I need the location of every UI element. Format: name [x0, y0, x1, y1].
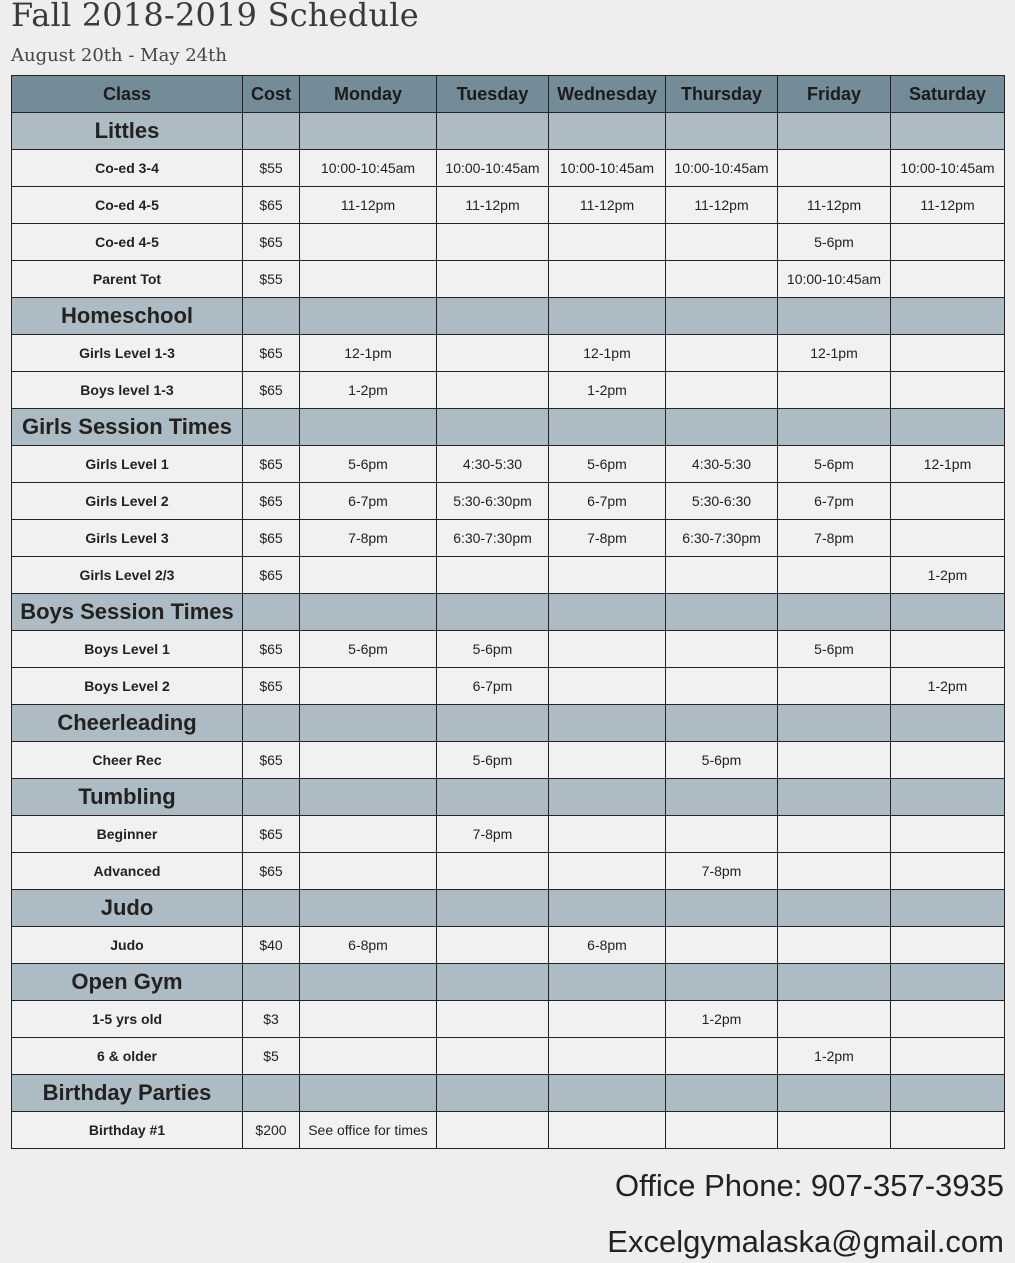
time-cell-monday — [300, 224, 437, 261]
schedule-body — [12, 113, 1005, 1149]
cost-cell: $3 — [243, 1001, 300, 1038]
cost-cell: $65 — [243, 668, 300, 705]
cost-cell: $65 — [243, 557, 300, 594]
class-name-cell: Girls Level 2 — [12, 483, 243, 520]
time-cell-wednesday — [549, 742, 666, 779]
section-filler-cell — [666, 113, 778, 150]
time-cell-tuesday — [437, 261, 549, 298]
section-filler-cell — [437, 113, 549, 150]
time-cell-tuesday — [437, 224, 549, 261]
section-filler-cell — [666, 409, 778, 446]
time-cell-monday — [300, 668, 437, 705]
time-cell-saturday — [891, 261, 1005, 298]
section-filler-cell — [778, 964, 891, 1001]
cost-cell: $65 — [243, 742, 300, 779]
time-cell-friday: 7-8pm — [778, 520, 891, 557]
table-row — [12, 150, 1005, 187]
section-title: Homeschool — [12, 298, 243, 335]
time-cell-wednesday — [549, 668, 666, 705]
time-cell-tuesday: 6:30-7:30pm — [437, 520, 549, 557]
cost-cell: $5 — [243, 1038, 300, 1075]
section-filler-cell — [243, 779, 300, 816]
time-cell-wednesday — [549, 816, 666, 853]
class-name-cell: Advanced — [12, 853, 243, 890]
class-name-cell: Girls Level 1-3 — [12, 335, 243, 372]
time-cell-thursday — [666, 261, 778, 298]
time-cell-monday: 6-8pm — [300, 927, 437, 964]
time-cell-friday — [778, 668, 891, 705]
time-cell-thursday: 10:00-10:45am — [666, 150, 778, 187]
time-cell-wednesday — [549, 261, 666, 298]
cost-cell: $65 — [243, 187, 300, 224]
time-cell-saturday — [891, 927, 1005, 964]
section-filler-cell — [891, 298, 1005, 335]
section-title: Girls Session Times — [12, 409, 243, 446]
time-cell-friday — [778, 1001, 891, 1038]
time-cell-tuesday — [437, 1001, 549, 1038]
time-cell-thursday — [666, 1038, 778, 1075]
date-range-subtitle: August 20th - May 24th — [11, 45, 227, 66]
section-filler-cell — [666, 964, 778, 1001]
time-cell-monday: 12-1pm — [300, 335, 437, 372]
time-cell-friday — [778, 150, 891, 187]
table-row — [12, 1112, 1005, 1149]
section-title: Tumbling — [12, 779, 243, 816]
section-filler-cell — [891, 1075, 1005, 1112]
section-filler-cell — [891, 409, 1005, 446]
time-cell-saturday — [891, 483, 1005, 520]
section-filler-cell — [243, 964, 300, 1001]
section-filler-cell — [437, 890, 549, 927]
time-cell-saturday — [891, 335, 1005, 372]
time-cell-thursday — [666, 335, 778, 372]
table-row — [12, 520, 1005, 557]
table-row — [12, 1001, 1005, 1038]
time-cell-saturday — [891, 816, 1005, 853]
section-filler-cell — [549, 113, 666, 150]
class-name-cell: Co-ed 4-5 — [12, 187, 243, 224]
time-cell-saturday — [891, 631, 1005, 668]
time-cell-saturday — [891, 520, 1005, 557]
time-cell-wednesday — [549, 1112, 666, 1149]
section-filler-cell — [666, 779, 778, 816]
time-cell-tuesday — [437, 335, 549, 372]
time-cell-wednesday: 10:00-10:45am — [549, 150, 666, 187]
section-title: Littles — [12, 113, 243, 150]
section-filler-cell — [243, 705, 300, 742]
section-row — [12, 594, 1005, 631]
time-cell-saturday — [891, 1001, 1005, 1038]
time-cell-tuesday: 6-7pm — [437, 668, 549, 705]
time-cell-thursday — [666, 372, 778, 409]
time-cell-friday: 12-1pm — [778, 335, 891, 372]
section-filler-cell — [437, 964, 549, 1001]
section-filler-cell — [243, 409, 300, 446]
time-cell-thursday: 4:30-5:30 — [666, 446, 778, 483]
time-cell-wednesday: 12-1pm — [549, 335, 666, 372]
time-cell-saturday — [891, 1038, 1005, 1075]
table-row — [12, 927, 1005, 964]
time-cell-saturday — [891, 742, 1005, 779]
table-row — [12, 372, 1005, 409]
section-filler-cell — [549, 1075, 666, 1112]
section-filler-cell — [300, 409, 437, 446]
section-filler-cell — [300, 1075, 437, 1112]
class-name-cell: Judo — [12, 927, 243, 964]
time-cell-wednesday: 5-6pm — [549, 446, 666, 483]
section-filler-cell — [891, 594, 1005, 631]
time-cell-friday: 10:00-10:45am — [778, 261, 891, 298]
section-filler-cell — [891, 890, 1005, 927]
time-cell-saturday — [891, 853, 1005, 890]
time-cell-monday: 1-2pm — [300, 372, 437, 409]
time-cell-monday: See office for times — [300, 1112, 437, 1149]
time-cell-friday: 5-6pm — [778, 446, 891, 483]
time-cell-friday — [778, 853, 891, 890]
time-cell-monday — [300, 1001, 437, 1038]
section-filler-cell — [437, 705, 549, 742]
time-cell-thursday — [666, 557, 778, 594]
cost-cell: $65 — [243, 483, 300, 520]
section-filler-cell — [243, 113, 300, 150]
time-cell-friday — [778, 742, 891, 779]
table-row — [12, 1038, 1005, 1075]
time-cell-monday: 5-6pm — [300, 631, 437, 668]
section-filler-cell — [549, 705, 666, 742]
section-row — [12, 113, 1005, 150]
header-class: Class — [12, 76, 243, 113]
time-cell-wednesday — [549, 853, 666, 890]
table-row — [12, 483, 1005, 520]
section-row — [12, 779, 1005, 816]
section-row — [12, 1075, 1005, 1112]
time-cell-wednesday — [549, 557, 666, 594]
time-cell-thursday: 5:30-6:30 — [666, 483, 778, 520]
section-filler-cell — [778, 705, 891, 742]
section-filler-cell — [778, 113, 891, 150]
time-cell-tuesday — [437, 927, 549, 964]
time-cell-monday — [300, 1038, 437, 1075]
schedule-table — [11, 75, 1005, 1149]
cost-cell: $65 — [243, 816, 300, 853]
time-cell-friday: 5-6pm — [778, 224, 891, 261]
time-cell-monday: 10:00-10:45am — [300, 150, 437, 187]
section-filler-cell — [243, 1075, 300, 1112]
section-filler-cell — [666, 890, 778, 927]
time-cell-saturday: 1-2pm — [891, 557, 1005, 594]
cost-cell: $65 — [243, 372, 300, 409]
class-name-cell: Parent Tot — [12, 261, 243, 298]
time-cell-tuesday — [437, 1038, 549, 1075]
section-row — [12, 964, 1005, 1001]
time-cell-friday: 6-7pm — [778, 483, 891, 520]
time-cell-friday — [778, 372, 891, 409]
header-row — [12, 76, 1005, 113]
time-cell-wednesday: 1-2pm — [549, 372, 666, 409]
section-filler-cell — [666, 298, 778, 335]
class-name-cell: Girls Level 2/3 — [12, 557, 243, 594]
section-row — [12, 298, 1005, 335]
class-name-cell: Beginner — [12, 816, 243, 853]
time-cell-wednesday: 7-8pm — [549, 520, 666, 557]
section-filler-cell — [891, 113, 1005, 150]
section-title: Open Gym — [12, 964, 243, 1001]
cost-cell: $65 — [243, 631, 300, 668]
class-name-cell: Boys level 1-3 — [12, 372, 243, 409]
time-cell-wednesday — [549, 1038, 666, 1075]
time-cell-saturday: 12-1pm — [891, 446, 1005, 483]
time-cell-monday — [300, 816, 437, 853]
section-row — [12, 705, 1005, 742]
time-cell-thursday — [666, 668, 778, 705]
table-row — [12, 335, 1005, 372]
time-cell-thursday: 11-12pm — [666, 187, 778, 224]
header-thursday: Thursday — [666, 76, 778, 113]
time-cell-thursday — [666, 631, 778, 668]
class-name-cell: Birthday #1 — [12, 1112, 243, 1149]
section-filler-cell — [300, 964, 437, 1001]
cost-cell: $65 — [243, 520, 300, 557]
time-cell-wednesday — [549, 631, 666, 668]
time-cell-saturday — [891, 1112, 1005, 1149]
time-cell-friday — [778, 927, 891, 964]
section-filler-cell — [437, 594, 549, 631]
section-filler-cell — [549, 779, 666, 816]
time-cell-tuesday — [437, 372, 549, 409]
table-row — [12, 557, 1005, 594]
page-title: Fall 2018-2019 Schedule — [11, 0, 419, 34]
time-cell-saturday — [891, 372, 1005, 409]
section-filler-cell — [778, 890, 891, 927]
table-row — [12, 187, 1005, 224]
section-filler-cell — [778, 779, 891, 816]
section-filler-cell — [300, 890, 437, 927]
section-filler-cell — [437, 298, 549, 335]
time-cell-monday — [300, 742, 437, 779]
section-row — [12, 409, 1005, 446]
time-cell-monday: 11-12pm — [300, 187, 437, 224]
cost-cell: $65 — [243, 224, 300, 261]
class-name-cell: Co-ed 3-4 — [12, 150, 243, 187]
time-cell-thursday: 5-6pm — [666, 742, 778, 779]
time-cell-monday — [300, 261, 437, 298]
class-name-cell: Girls Level 3 — [12, 520, 243, 557]
section-filler-cell — [891, 964, 1005, 1001]
time-cell-thursday: 6:30-7:30pm — [666, 520, 778, 557]
time-cell-tuesday: 5-6pm — [437, 631, 549, 668]
table-row — [12, 261, 1005, 298]
table-row — [12, 224, 1005, 261]
time-cell-tuesday: 4:30-5:30 — [437, 446, 549, 483]
time-cell-tuesday: 10:00-10:45am — [437, 150, 549, 187]
section-filler-cell — [300, 779, 437, 816]
section-filler-cell — [549, 594, 666, 631]
class-name-cell: 1-5 yrs old — [12, 1001, 243, 1038]
section-filler-cell — [243, 594, 300, 631]
time-cell-thursday — [666, 1112, 778, 1149]
header-wednesday: Wednesday — [549, 76, 666, 113]
time-cell-monday — [300, 557, 437, 594]
time-cell-thursday: 7-8pm — [666, 853, 778, 890]
section-filler-cell — [549, 409, 666, 446]
section-filler-cell — [666, 594, 778, 631]
section-filler-cell — [300, 594, 437, 631]
section-title: Birthday Parties — [12, 1075, 243, 1112]
cost-cell: $55 — [243, 150, 300, 187]
cost-cell: $55 — [243, 261, 300, 298]
time-cell-tuesday — [437, 557, 549, 594]
section-filler-cell — [891, 779, 1005, 816]
table-row — [12, 853, 1005, 890]
cost-cell: $65 — [243, 853, 300, 890]
time-cell-saturday: 11-12pm — [891, 187, 1005, 224]
time-cell-thursday — [666, 927, 778, 964]
time-cell-monday: 6-7pm — [300, 483, 437, 520]
time-cell-thursday — [666, 224, 778, 261]
time-cell-friday — [778, 1112, 891, 1149]
time-cell-monday — [300, 853, 437, 890]
section-filler-cell — [437, 409, 549, 446]
time-cell-friday — [778, 816, 891, 853]
header-monday: Monday — [300, 76, 437, 113]
header-saturday: Saturday — [891, 76, 1005, 113]
section-filler-cell — [549, 964, 666, 1001]
cost-cell: $40 — [243, 927, 300, 964]
section-filler-cell — [243, 298, 300, 335]
time-cell-tuesday — [437, 853, 549, 890]
time-cell-wednesday: 11-12pm — [549, 187, 666, 224]
class-name-cell: Co-ed 4-5 — [12, 224, 243, 261]
table-row — [12, 631, 1005, 668]
time-cell-wednesday — [549, 224, 666, 261]
time-cell-wednesday: 6-8pm — [549, 927, 666, 964]
time-cell-monday: 7-8pm — [300, 520, 437, 557]
section-filler-cell — [666, 705, 778, 742]
header-friday: Friday — [778, 76, 891, 113]
class-name-cell: Cheer Rec — [12, 742, 243, 779]
office-email[interactable]: Excelgymalaska@gmail.com — [607, 1224, 1004, 1259]
header-tuesday: Tuesday — [437, 76, 549, 113]
time-cell-saturday: 10:00-10:45am — [891, 150, 1005, 187]
time-cell-wednesday: 6-7pm — [549, 483, 666, 520]
class-name-cell: Boys Level 1 — [12, 631, 243, 668]
class-name-cell: Girls Level 1 — [12, 446, 243, 483]
cost-cell: $65 — [243, 446, 300, 483]
section-filler-cell — [666, 1075, 778, 1112]
section-filler-cell — [300, 298, 437, 335]
section-filler-cell — [437, 1075, 549, 1112]
section-title: Cheerleading — [12, 705, 243, 742]
table-row — [12, 816, 1005, 853]
section-filler-cell — [778, 594, 891, 631]
section-filler-cell — [437, 779, 549, 816]
time-cell-tuesday: 5-6pm — [437, 742, 549, 779]
time-cell-thursday: 1-2pm — [666, 1001, 778, 1038]
section-filler-cell — [300, 705, 437, 742]
time-cell-tuesday — [437, 1112, 549, 1149]
section-filler-cell — [778, 409, 891, 446]
section-filler-cell — [891, 705, 1005, 742]
time-cell-saturday: 1-2pm — [891, 668, 1005, 705]
office-phone: Office Phone: 907-357-3935 — [615, 1168, 1004, 1203]
section-row — [12, 890, 1005, 927]
section-filler-cell — [778, 1075, 891, 1112]
table-row — [12, 742, 1005, 779]
time-cell-friday — [778, 557, 891, 594]
section-title: Boys Session Times — [12, 594, 243, 631]
time-cell-wednesday — [549, 1001, 666, 1038]
class-name-cell: 6 & older — [12, 1038, 243, 1075]
table-row — [12, 446, 1005, 483]
time-cell-friday: 5-6pm — [778, 631, 891, 668]
section-title: Judo — [12, 890, 243, 927]
time-cell-saturday — [891, 224, 1005, 261]
time-cell-tuesday: 5:30-6:30pm — [437, 483, 549, 520]
time-cell-thursday — [666, 816, 778, 853]
table-row — [12, 668, 1005, 705]
section-filler-cell — [549, 298, 666, 335]
section-filler-cell — [300, 113, 437, 150]
header-cost: Cost — [243, 76, 300, 113]
time-cell-monday: 5-6pm — [300, 446, 437, 483]
section-filler-cell — [549, 890, 666, 927]
time-cell-tuesday: 7-8pm — [437, 816, 549, 853]
time-cell-friday: 1-2pm — [778, 1038, 891, 1075]
time-cell-friday: 11-12pm — [778, 187, 891, 224]
section-filler-cell — [778, 298, 891, 335]
time-cell-tuesday: 11-12pm — [437, 187, 549, 224]
cost-cell: $65 — [243, 335, 300, 372]
class-name-cell: Boys Level 2 — [12, 668, 243, 705]
section-filler-cell — [243, 890, 300, 927]
cost-cell: $200 — [243, 1112, 300, 1149]
